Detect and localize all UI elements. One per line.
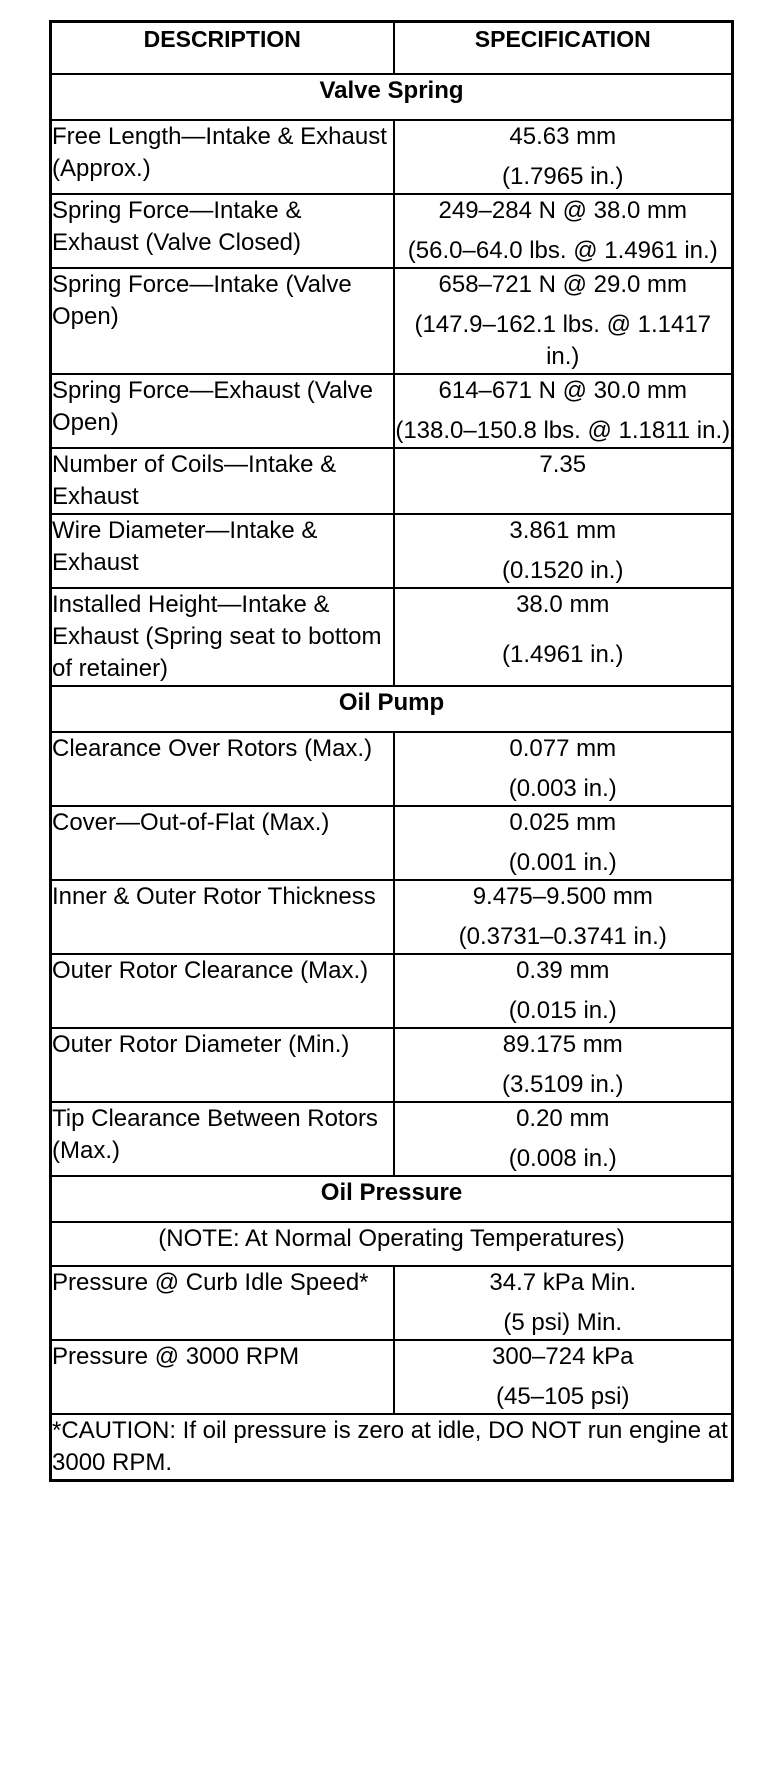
row-description: Pressure @ 3000 RPM (51, 1340, 394, 1414)
spec-imperial: (3.5109 in.) (502, 1071, 624, 1098)
spec-metric: 0.077 mm (509, 735, 617, 762)
table-header-row (51, 22, 733, 75)
caution-row (51, 1414, 733, 1481)
row-description: Clearance Over Rotors (Max.) (51, 732, 394, 806)
table-row (51, 1340, 733, 1414)
spec-metric: 34.7 kPa Min. (489, 1269, 637, 1296)
row-specification (394, 588, 733, 686)
table-row (51, 880, 733, 954)
spec-metric: 89.175 mm (502, 1031, 623, 1058)
spec-imperial: (0.015 in.) (508, 997, 617, 1024)
section-title-valve-spring: Valve Spring (51, 74, 733, 120)
row-specification (394, 880, 733, 954)
table-row (51, 954, 733, 1028)
column-header-description: DESCRIPTION (51, 22, 394, 75)
section-row-valve-spring (51, 74, 733, 120)
row-description: Free Length—Intake & Exhaust (Approx.) (51, 120, 394, 194)
column-header-specification: SPECIFICATION (394, 22, 733, 75)
section-title-oil-pressure: Oil Pressure (51, 1176, 733, 1222)
row-specification (394, 120, 733, 194)
spec-metric: 658–721 N @ 29.0 mm (438, 271, 687, 298)
row-description: Tip Clearance Between Rotors (Max.) (51, 1102, 394, 1176)
row-specification (394, 954, 733, 1028)
spec-metric: 0.025 mm (509, 809, 617, 836)
row-description: Spring Force—Intake & Exhaust (Valve Closed) (51, 194, 394, 268)
spec-imperial: (0.001 in.) (508, 849, 617, 876)
spec-metric: 7.35 (539, 451, 587, 478)
spec-imperial: (1.4961 in.) (502, 641, 624, 668)
section-row-oil-pressure (51, 1176, 733, 1222)
specification-table (49, 20, 734, 1482)
table-row (51, 1102, 733, 1176)
spec-imperial: (45–105 psi) (496, 1383, 630, 1410)
table-row (51, 1028, 733, 1102)
row-description: Spring Force—Exhaust (Valve Open) (51, 374, 394, 448)
spec-imperial: (56.0–64.0 lbs. @ 1.4961 in.) (407, 237, 718, 264)
spec-metric: 38.0 mm (516, 591, 610, 618)
spec-metric: 0.20 mm (516, 1105, 610, 1132)
row-specification (394, 1102, 733, 1176)
row-specification (394, 732, 733, 806)
row-specification (394, 448, 733, 514)
spec-imperial: (147.9–162.1 lbs. @ 1.1417 in.) (414, 311, 712, 370)
row-specification (394, 1266, 733, 1340)
spec-imperial: (0.1520 in.) (502, 557, 624, 584)
spec-metric: 300–724 kPa (492, 1343, 634, 1370)
table-row (51, 374, 733, 448)
table-row (51, 120, 733, 194)
row-description: Outer Rotor Diameter (Min.) (51, 1028, 394, 1102)
spec-metric: 249–284 N @ 38.0 mm (438, 197, 687, 224)
table-row (51, 806, 733, 880)
spec-imperial: (0.008 in.) (508, 1145, 617, 1172)
caution-note: *CAUTION: If oil pressure is zero at idle, DO NOT run engine at 3000 RPM. (51, 1414, 733, 1481)
spec-metric: 614–671 N @ 30.0 mm (438, 377, 687, 404)
row-description: Outer Rotor Clearance (Max.) (51, 954, 394, 1028)
table-row (51, 732, 733, 806)
table-row (51, 1266, 733, 1340)
row-specification (394, 268, 733, 374)
spec-imperial: (138.0–150.8 lbs. @ 1.1811 in.) (395, 417, 731, 444)
section-title-oil-pump: Oil Pump (51, 686, 733, 732)
row-description: Number of Coils—Intake & Exhaust (51, 448, 394, 514)
table-row (51, 194, 733, 268)
row-description: Spring Force—Intake (Valve Open) (51, 268, 394, 374)
spec-metric: 9.475–9.500 mm (472, 883, 653, 910)
row-description: Wire Diameter—Intake & Exhaust (51, 514, 394, 588)
table-row (51, 588, 733, 686)
row-description: Installed Height—Intake & Exhaust (Spring seat to bottom of retainer) (51, 588, 394, 686)
oil-pressure-note: (NOTE: At Normal Operating Temperatures) (51, 1222, 733, 1266)
table-row (51, 448, 733, 514)
spec-imperial: (1.7965 in.) (502, 163, 624, 190)
spec-metric: 0.39 mm (516, 957, 610, 984)
section-row-oil-pump (51, 686, 733, 732)
row-description: Pressure @ Curb Idle Speed* (51, 1266, 394, 1340)
row-specification (394, 806, 733, 880)
spec-imperial: (5 psi) Min. (503, 1309, 623, 1336)
table-row (51, 514, 733, 588)
row-specification (394, 194, 733, 268)
table-row (51, 268, 733, 374)
spec-imperial: (0.3731–0.3741 in.) (458, 923, 667, 950)
spec-metric: 45.63 mm (509, 123, 617, 150)
note-row (51, 1222, 733, 1266)
row-specification (394, 374, 733, 448)
row-description: Cover—Out-of-Flat (Max.) (51, 806, 394, 880)
row-description: Inner & Outer Rotor Thickness (51, 880, 394, 954)
spec-metric: 3.861 mm (509, 517, 617, 544)
row-specification (394, 514, 733, 588)
spec-imperial: (0.003 in.) (508, 775, 617, 802)
row-specification (394, 1340, 733, 1414)
row-specification (394, 1028, 733, 1102)
